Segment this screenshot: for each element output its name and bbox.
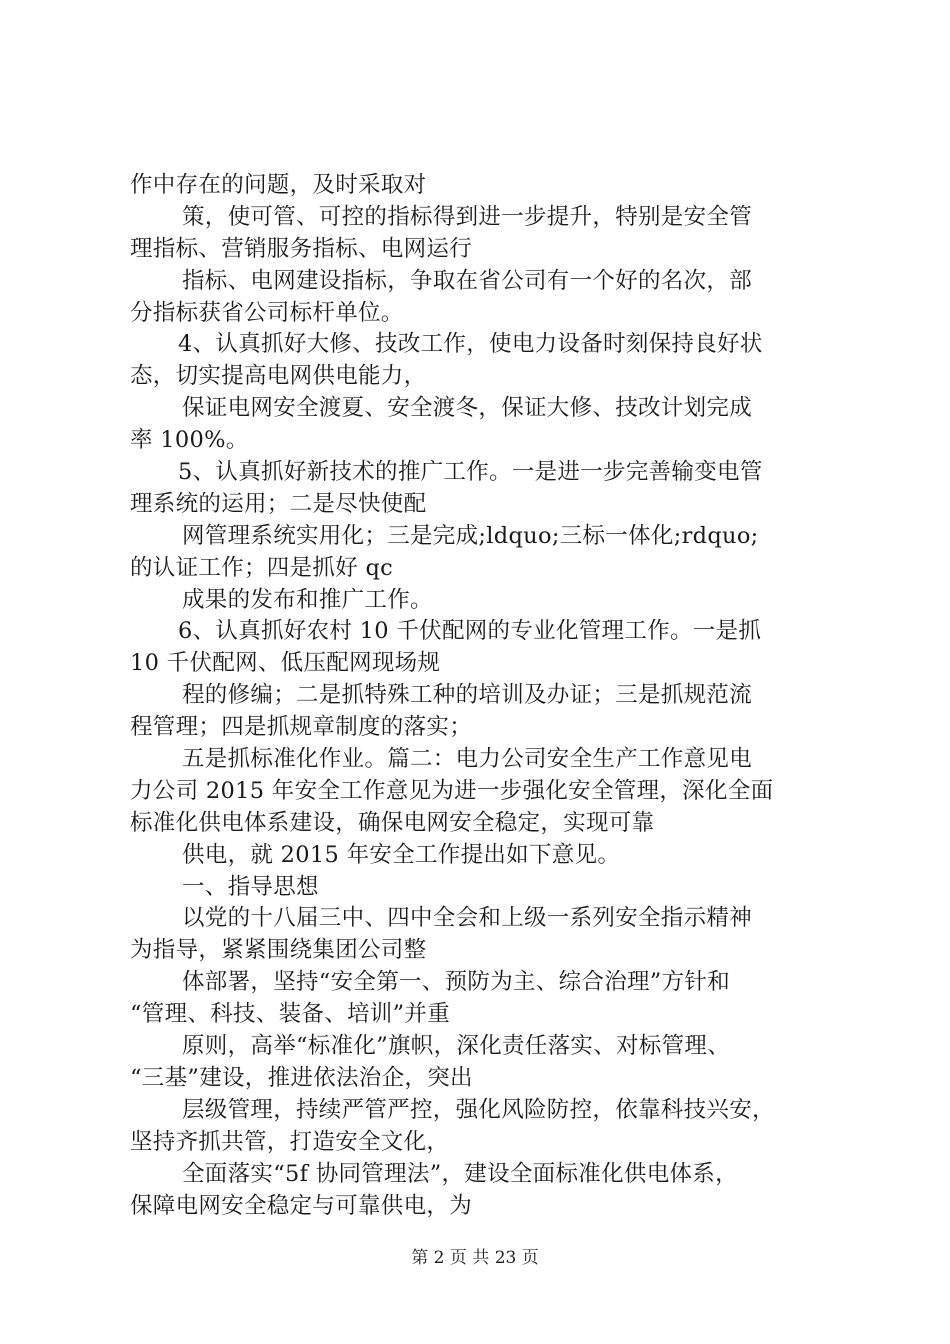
text-line: 10 千伏配网、低压配网现场规 [130,650,441,677]
text-line: 标准化供电体系建设，确保电网安全稳定，实现可靠 [130,809,655,836]
text-line: 为指导，紧紧围绕集团公司整 [130,937,427,964]
text-line: 坚持齐抓共管，打造安全文化， [130,1128,450,1155]
text-line: 保障电网安全稳定与可靠供电，为 [130,1192,473,1219]
text-line: 程管理；四是抓规章制度的落实； [130,714,473,741]
text-line: 指标、电网建设指标，争取在省公司有一个好的名次，部 [182,267,753,294]
text-line: 网管理系统实用化；三是完成;ldquo;三标一体化;rdquo; [182,522,759,549]
text-line: 率 100%。 [130,427,249,454]
text-line: “三基”建设，推进依法治企，突出 [130,1064,473,1091]
text-line: 成果的发布和推广工作。 [182,586,433,613]
text-line: 作中存在的问题，及时采取对 [130,172,427,198]
text-line: 五是抓标准化作业。篇二：电力公司安全生产工作意见电 [182,746,753,773]
text-line: 分指标获省公司标杆单位。 [130,299,404,326]
text-line: 策，使可管、可控的指标得到进一步提升，特别是安全管 [182,203,753,230]
text-line: 供电，就 2015 年安全工作提出如下意见。 [182,841,621,868]
text-line: 保证电网安全渡夏、安全渡冬，保证大修、技改计划完成 [182,395,753,422]
text-line: 4、认真抓好大修、技改工作，使电力设备时刻保持良好状 [178,331,763,358]
text-line: “管理、科技、装备、培训”并重 [130,1001,451,1028]
text-line: 层级管理，持续严管严控，强化风险防控，依靠科技兴安， [182,1096,775,1123]
text-line: 理指标、营销服务指标、电网运行 [130,235,473,262]
text-line: 力公司 2015 年安全工作意见为进一步强化安全管理，深化全面 [130,777,774,804]
text-line: 原则，高举“标准化”旗帜，深化责任落实、对标管理、 [182,1033,731,1060]
text-line: 一、指导思想 [182,873,319,900]
text-line: 的认证工作；四是抓好 qc [130,554,394,581]
text-line: 态，切实提高电网供电能力， [130,363,427,390]
page-number-label: 第 2 页 共 23 页 [411,1248,539,1268]
text-line: 6、认真抓好农村 10 千伏配网的专业化管理工作。一是抓 [178,618,762,645]
text-line: 体部署，坚持“安全第一、预防为主、综合治理”方针和 [182,969,731,996]
document-body [130,170,830,1222]
text-line: 全面落实“5f 协同管理法”，建设全面标准化供电体系， [182,1160,738,1187]
text-line: 5、认真抓好新技术的推广工作。一是进一步完善输变电管 [178,459,763,486]
page-footer [0,1243,950,1268]
text-line: 以党的十八届三中、四中全会和上级一系列安全指示精神 [182,905,753,932]
text-line: 程的修编；二是抓特殊工种的培训及办证；三是抓规范流 [182,682,753,709]
text-line: 理系统的运用；二是尽快使配 [130,490,427,517]
